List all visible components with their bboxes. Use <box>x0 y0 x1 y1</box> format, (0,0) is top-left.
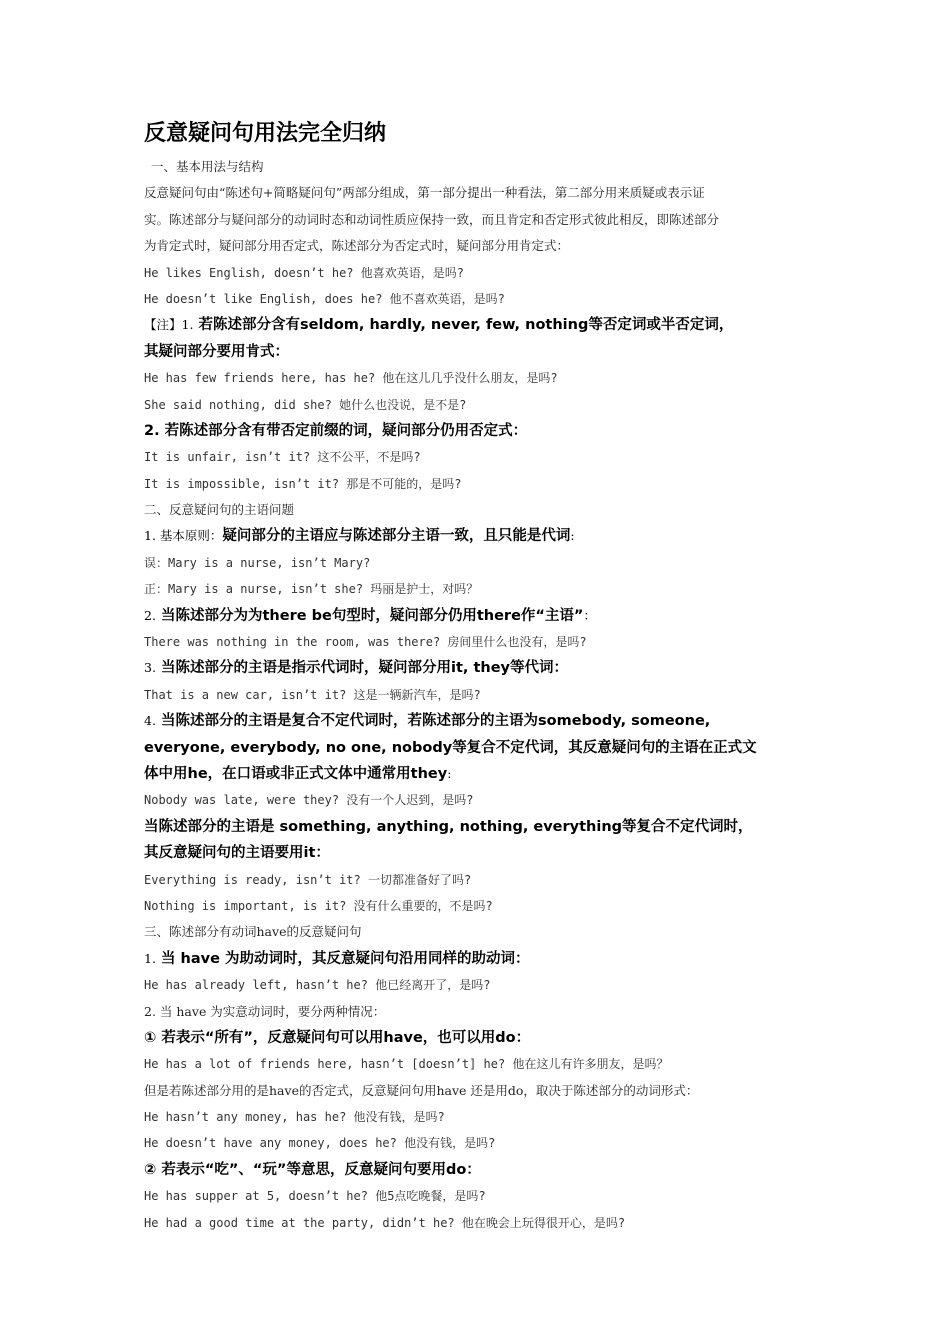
example-sentence: He has already left, hasn’t he? 他已经离开了，是吗? <box>144 978 491 993</box>
rule-text: 当陈述部分为为there be句型时，疑问部分仍用there作“主语” <box>161 607 584 624</box>
section-heading-2: 二、反意疑问句的主语问题 <box>144 502 295 518</box>
rule-line: 2. 当 have 为实意动词时，要分两种情况： <box>144 1003 386 1019</box>
example-sentence: He has supper at 5, doesn’t he? 他5点吃晚餐，是吗? <box>144 1189 486 1204</box>
example-sentence: It is unfair, isn’t it? 这不公平，不是吗? <box>144 450 421 465</box>
example-sentence: He likes English, doesn’t he? 他喜欢英语，是吗? <box>144 265 464 280</box>
rule-suffix: : <box>447 765 452 781</box>
note-rule-continued: 其疑问部分要用肯式： <box>144 343 289 360</box>
rule-prefix: 4. <box>144 713 156 729</box>
rule-prefix: 1. 基本原则： <box>144 528 223 544</box>
case-line: ① 若表示“所有”，反意疑问句可以用have，也可以用do： <box>144 1029 531 1046</box>
example-sentence: Everything is ready, isn’t it? 一切都准备好了吗? <box>144 872 472 887</box>
paragraph-line: 为肯定式时，疑问部分用否定式，陈述部分为否定式时，疑问部分用肯定式： <box>144 238 570 254</box>
note-text: 若陈述部分含有seldom, hardly, never, few, nothing等否定词或半否定词， <box>198 317 734 334</box>
rule-line <box>144 946 814 972</box>
page-title: 反意疑问句用法完全归纳 <box>144 120 387 146</box>
note-rule <box>144 312 814 338</box>
rule-prefix: 2. <box>144 607 156 623</box>
rule-text: 当 have 为助动词时，其反意疑问句沿用同样的助动词： <box>161 950 530 967</box>
rule-prefix: 1. <box>144 950 156 966</box>
rule-line <box>144 523 814 549</box>
example-sentence: He had a good time at the party, didn’t he? 他在晚会上玩得很开心，是吗? <box>144 1215 626 1230</box>
example-sentence: It is impossible, isn’t it? 那是不可能的，是吗? <box>144 476 462 491</box>
rule-line-continued: 其反意疑问句的主语要用it： <box>144 845 330 862</box>
rule-prefix: 3. <box>144 660 156 676</box>
note-prefix: 【注】1. <box>144 317 194 333</box>
document-page <box>144 112 814 1236</box>
example-sentence: 正：Mary is a nurse, isn’t she? 玛丽是护士，对吗？ <box>144 582 479 597</box>
rule-text: 疑问部分的主语应与陈述部分主语一致，且只能是代词 <box>222 528 571 545</box>
case-line: ② 若表示“吃”、“玩”等意思，反意疑问句要用do： <box>144 1161 481 1178</box>
example-sentence: Nobody was late, were they? 没有一个人迟到，是吗? <box>144 793 474 808</box>
rule-line <box>144 655 814 681</box>
note-rule: 2. 若陈述部分含有带否定前缀的词，疑问部分仍用否定式： <box>144 422 528 439</box>
paragraph-line: 实。陈述部分与疑问部分的动词时态和动词性质应保持一致，而且肯定和否定形式彼此相反，即陈述部分 <box>144 211 720 227</box>
example-sentence: 误：Mary is a nurse, isn’t Mary? <box>144 555 371 570</box>
example-sentence: He doesn’t like English, does he? 他不喜欢英语，是吗? <box>144 291 505 306</box>
example-sentence: He hasn’t any money, has he? 他没有钱，是吗? <box>144 1110 445 1125</box>
section-heading-3: 三、陈述部分有动词have的反意疑问句 <box>144 924 362 940</box>
rule-line: 当陈述部分的主语是 something, anything, nothing, everything等复合不定代词时， <box>144 818 753 835</box>
example-sentence: That is a new car, isn’t it? 这是一辆新汽车，是吗? <box>144 687 481 702</box>
rule-suffix: ： <box>583 607 596 623</box>
rule-line <box>144 708 814 734</box>
rule-line-continued: everyone, everybody, no one, nobody等复合不定代词，其反意疑问句的主语在正式文 <box>144 739 757 756</box>
rule-text: 当陈述部分的主语是指示代词时，疑问部分用it, they等代词： <box>161 660 568 677</box>
paragraph-line: 反意疑问句由“陈述句+简略疑问句”两部分组成，第一部分提出一种看法，第二部分用来质疑或表示证 <box>144 185 705 201</box>
example-sentence: He doesn’t have any money, does he? 他没有钱，是吗? <box>144 1136 496 1151</box>
rule-suffix: : <box>570 528 575 544</box>
rule-line <box>144 603 814 629</box>
section-heading-1: 一、基本用法与结构 <box>151 159 264 174</box>
paragraph-line: 但是若陈述部分用的是have的否定式，反意疑问句用have 还是用do，取决于陈述部分的动词形式： <box>144 1082 699 1098</box>
rule-line-continued <box>144 761 814 787</box>
example-sentence: Nothing is important, is it? 没有什么重要的，不是吗? <box>144 898 493 913</box>
example-sentence: She said nothing, did she? 她什么也没说，是不是? <box>144 397 467 412</box>
example-sentence: He has few friends here, has he? 他在这儿几乎没什么朋友，是吗? <box>144 371 558 386</box>
rule-text: 当陈述部分的主语是复合不定代词时，若陈述部分的主语为somebody, someone, <box>161 713 711 730</box>
rule-text: 体中用he，在口语或非正式文体中通常用they <box>144 765 448 782</box>
example-sentence: He has a lot of friends here, hasn’t [doesn’t] he? 他在这儿有许多朋友，是吗？ <box>144 1057 669 1072</box>
example-sentence: There was nothing in the room, was there? 房间里什么也没有，是吗? <box>144 635 587 650</box>
